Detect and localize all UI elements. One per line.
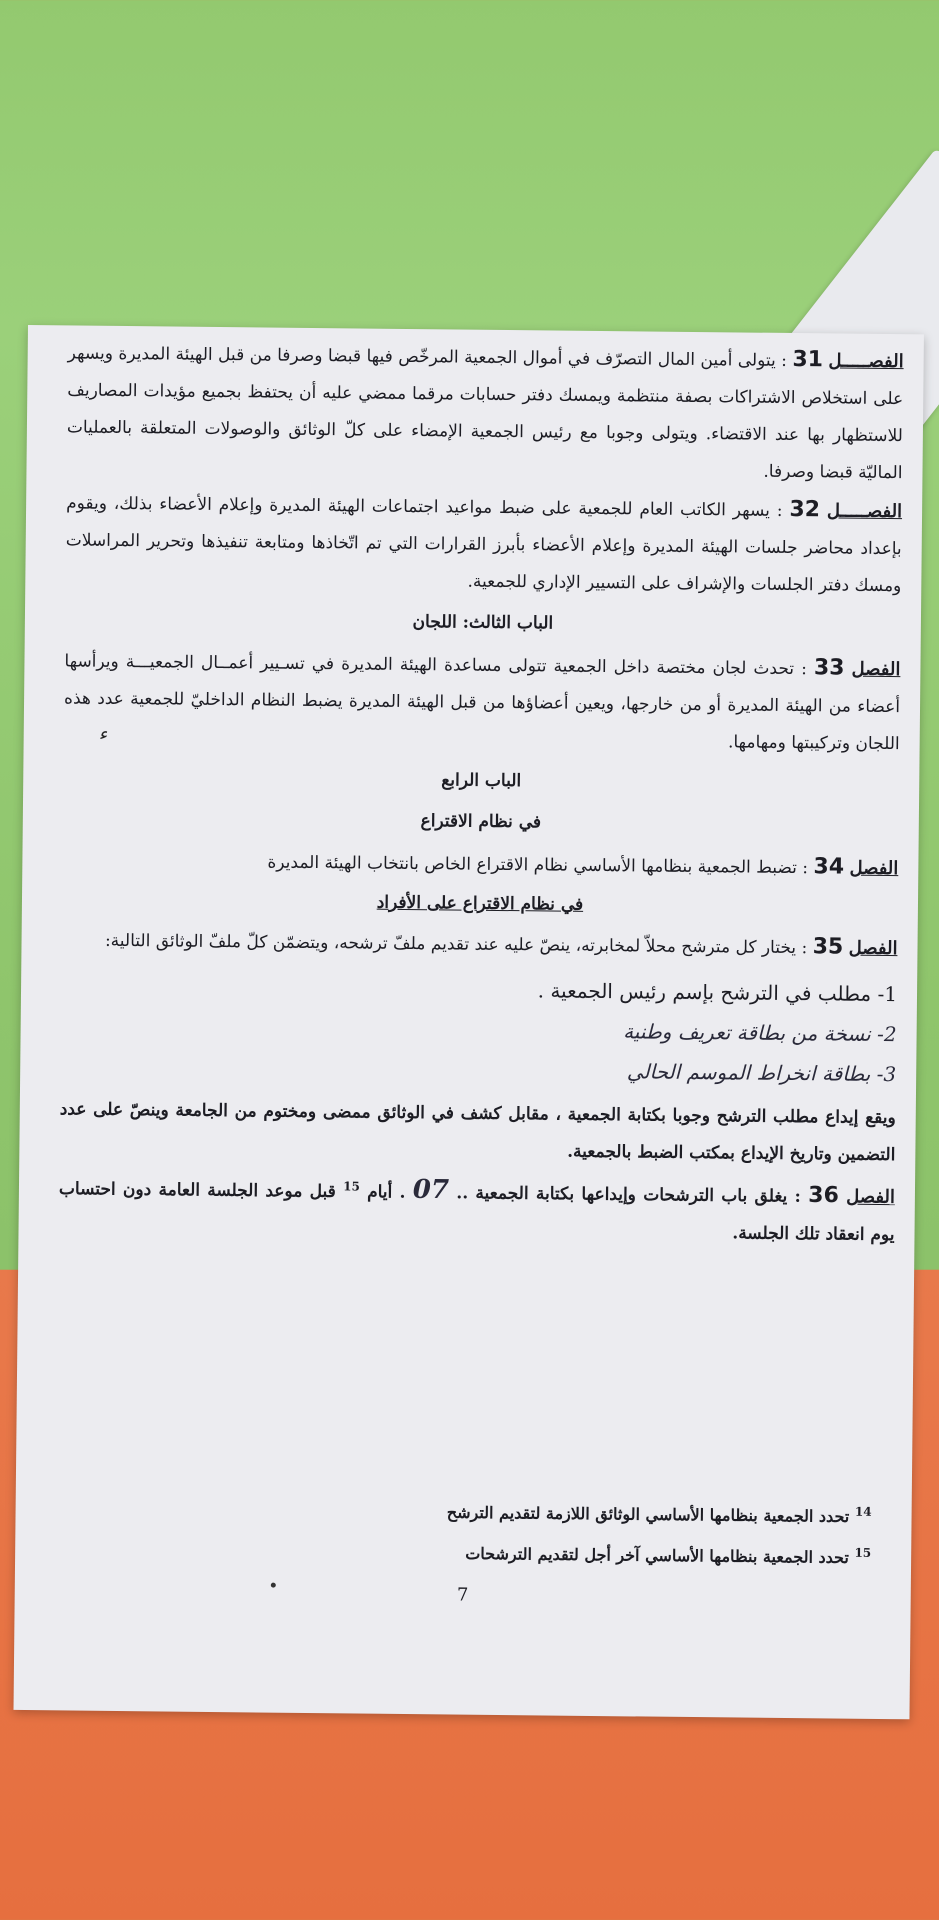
article-36-text-c: قبل موعد الجلسة العامة دون احتساب يوم انعقاد تلك الجلسة.	[58, 1179, 895, 1245]
article-35-continuation: ويقع إيداع مطلب الترشح وجوبا بكتابة الجمعية ، مقابل كشف في الوثائق ممضى ومختوم من الجامعة وينصّ على عدد التضمين وتاريخ الإيداع بمكتب الضبط بالجمعية.	[59, 1099, 896, 1166]
footnote-number: 15	[854, 1546, 872, 1561]
article-36-label: الفصل	[846, 1186, 896, 1208]
article-32	[65, 483, 902, 605]
page-number: 7	[456, 1584, 469, 1606]
list-item-handwritten: 2- نسخة من بطاقة تعريف وطنية	[623, 1019, 897, 1047]
article-35-number: 35	[812, 934, 844, 960]
article-36	[58, 1165, 895, 1253]
list-item-handwritten: 3- بطاقة انخراط الموسم الحالي	[626, 1059, 897, 1087]
article-31-label: الفصـــــل	[828, 350, 904, 373]
article-34-label: الفصل	[849, 857, 899, 880]
footnote-text: تحدد الجمعية بنظامها الأساسي الوثائق اللازمة لتقديم الترشح	[446, 1502, 850, 1526]
article-31	[66, 333, 904, 492]
article-35-text: : يختار كل مترشح محلاّ لمخابرته، ينصّ عليه عند تقديم ملفّ ترشحه، ويتضمّن كلّ ملفّ الوثائق التالية:	[104, 930, 808, 959]
page-body	[58, 333, 904, 1253]
article-35-label: الفصل	[848, 937, 898, 960]
footnote-number: 14	[854, 1504, 872, 1519]
article-35	[61, 920, 897, 968]
margin-handwritten-mark: ء	[98, 723, 108, 745]
article-33	[64, 641, 901, 763]
article-36-text-a: : يغلق باب الترشحات وإيداعها بكتابة الجمعية ..	[456, 1183, 801, 1207]
article-32-text: : يسهر الكاتب العام للجمعية على ضبط مواعيد اجتماعات الهيئة المديرة وإعلام الأعضاء بذلك، ويقوم بإعداد محاضر جلسات الهيئة المديرة وإعلام الأعضاء بأبرز القرارات التي تم اتّخاذها ومتابعة تنفيذها وتحرير المراسلات ومسك دفتر الجلسات والإشراف على التسيير الإداري للجمعية.	[65, 493, 902, 597]
part-four-subtitle: في نظام الاقتراع	[420, 811, 542, 833]
article-33-text: : تحدث لجان مختصة داخل الجمعية تتولى مساعدة الهيئة المديرة في تسـيير أعمــال الجمعيـــة ويرأسها أعضاء من الهيئة المديرة أو من خارجها، ويعين أعضاؤها من قبل الهيئة المديرة يضبط النظام الداخليّ للجمعية عدد هذه اللجان وتركيبتها ومهامها.	[63, 651, 901, 755]
article-31-number: 31	[792, 347, 824, 373]
article-34-number: 34	[813, 854, 845, 880]
article-33-number: 33	[813, 655, 845, 681]
article-32-label: الفصـــــل	[826, 500, 903, 523]
article-36-text-b: . أيام	[367, 1182, 406, 1203]
part-three-title: الباب الثالث: اللجان	[412, 612, 554, 634]
document-page	[13, 325, 923, 1719]
footnote-ref-15: 15	[343, 1179, 360, 1194]
article-34-text: : تضبط الجمعية بنظامها الأساسي نظام الاقتراع الخاص بانتخاب الهيئة المديرة	[267, 852, 809, 879]
article-36-number: 36	[808, 1182, 839, 1209]
article-31-text: : يتولى أمين المال التصرّف في أموال الجمعية المرخّص فيها قبضا وصرفا من قبل الهيئة المديرة ويسهر على استخلاص الاشتراكات بصفة منتظمة ويمسك دفتر حسابات مرقما ممضي عليه أن يحتفظ بجميع مؤيدات المصاريف للاستظهار بها عند الاقتضاء. ويتولى وجوبا مع رئيس الجمعية الإمضاء على كلّ الوثائق والوصولات المتعلقة بالعمليات الماليّة قبضا وصرفا.	[66, 343, 904, 484]
handwritten-days-value: 07	[412, 1174, 450, 1206]
footnote-text: تحدد الجمعية بنظامها الأساسي آخر أجل لتقديم الترشحات	[465, 1544, 849, 1568]
list-item: 1- مطلب في الترشح بإسم رئيس الجمعية .	[537, 978, 898, 1007]
article-32-number: 32	[789, 496, 821, 523]
part-four-title: الباب الرابع	[441, 770, 522, 792]
footnote-15	[51, 1527, 871, 1577]
required-documents-list	[60, 965, 897, 1094]
footnotes	[51, 1485, 872, 1576]
article-33-label: الفصل	[851, 658, 901, 681]
individual-voting-subtitle: في نظام الاقتراع على الأفراد	[376, 892, 584, 915]
article-34	[62, 840, 898, 888]
